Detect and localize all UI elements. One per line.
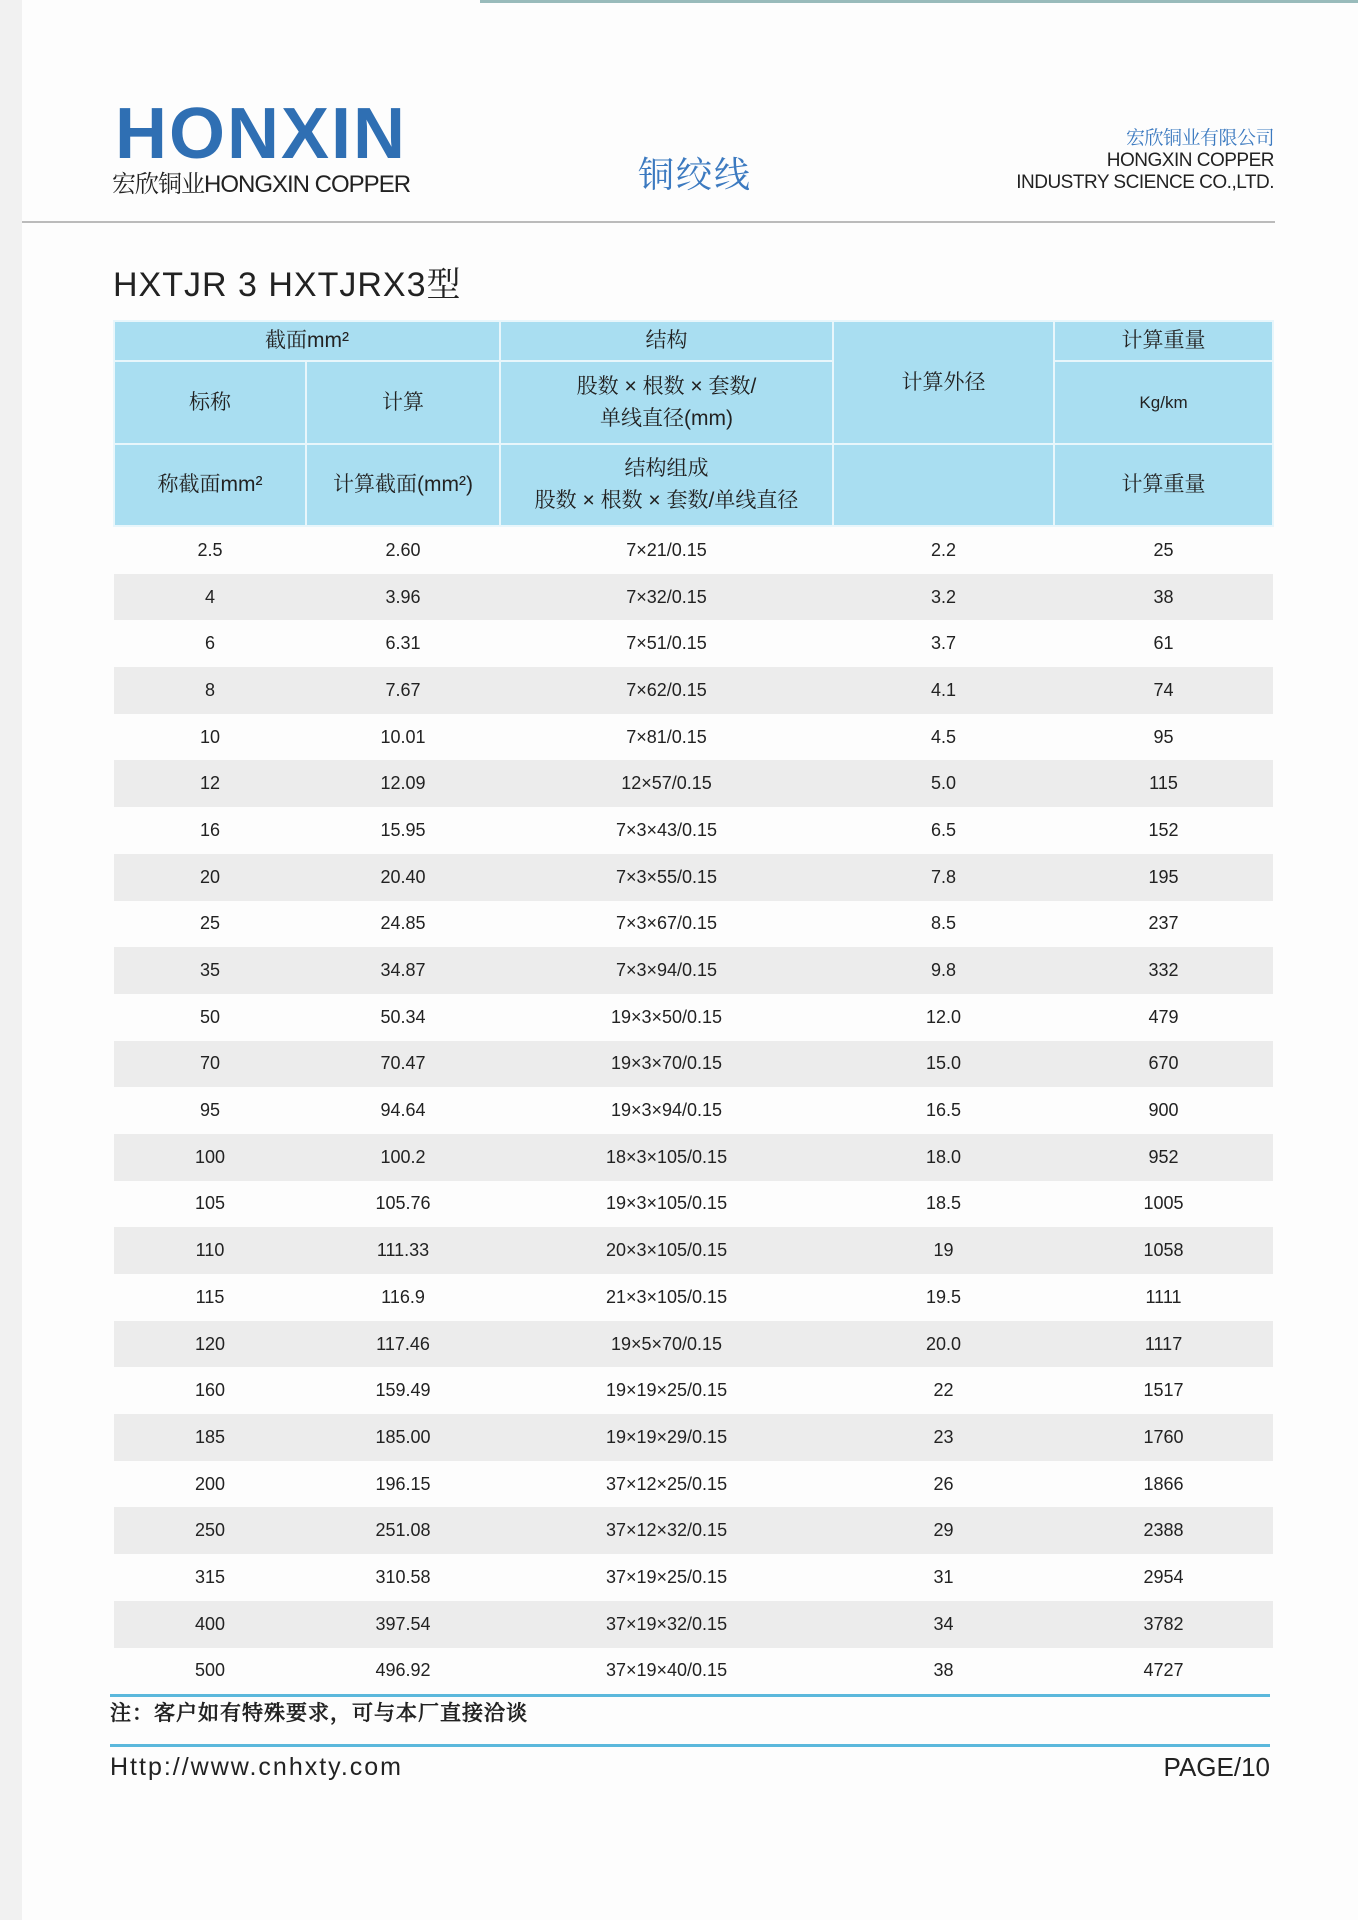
cell-weight: 1117: [1054, 1321, 1273, 1368]
document-title: 铜绞线: [638, 154, 753, 195]
cell-weight: 95: [1153, 726, 1174, 747]
company-name-en1: HONGXIN COPPER: [1106, 150, 1274, 171]
cell-diameter: 26: [933, 1473, 954, 1494]
cell-structure: 20×3×105/0.15: [500, 1227, 833, 1274]
table-row: [114, 1414, 1273, 1461]
header-unit: Kg/km: [1054, 361, 1273, 444]
table-row: [114, 1087, 1273, 1134]
table-body: [114, 526, 1273, 1694]
cell-weight: 25: [1153, 539, 1174, 560]
cell-diameter: 29: [833, 1507, 1054, 1554]
table-row: [114, 901, 1273, 948]
cell-nominal: 2.5: [197, 539, 223, 560]
cell-nominal: 12: [114, 760, 306, 807]
cell-weight: 152: [1148, 819, 1179, 840]
table-row: [114, 854, 1273, 901]
cell-calc-area: 24.85: [380, 913, 426, 934]
cell-nominal: 400: [114, 1601, 306, 1648]
cell-calc-area: 117.46: [306, 1321, 500, 1368]
cell-nominal: 6: [204, 633, 215, 654]
cell-structure: 21×3×105/0.15: [605, 1286, 728, 1307]
table-row: [114, 1041, 1273, 1088]
cell-nominal: 160: [194, 1380, 226, 1401]
cell-structure: 19×3×70/0.15: [500, 1041, 833, 1088]
footnote: 注：客户如有特殊要求，可与本厂直接洽谈: [110, 1702, 528, 1725]
cell-nominal: 8: [114, 667, 306, 714]
top-rule: [480, 0, 1358, 3]
cell-structure: 37×19×32/0.15: [500, 1601, 833, 1648]
cell-nominal: 250: [114, 1507, 306, 1554]
cell-structure: 7×81/0.15: [626, 726, 707, 747]
company-name: [1016, 128, 1274, 194]
header-calc-2: 计算截面(mm²): [306, 444, 500, 526]
company-logo: HONXIN: [115, 94, 408, 174]
cell-nominal: 200: [194, 1473, 226, 1494]
table-row: [114, 760, 1273, 807]
header-structure-desc: [500, 361, 833, 444]
cell-nominal: 185: [114, 1414, 306, 1461]
cell-structure: 19×19×29/0.15: [500, 1414, 833, 1461]
cell-diameter: 7.8: [833, 854, 1054, 901]
cell-structure: 18×3×105/0.15: [500, 1134, 833, 1181]
cell-calc-area: 70.47: [306, 1041, 500, 1088]
cell-nominal: 4: [114, 574, 306, 621]
cell-weight: 195: [1054, 854, 1273, 901]
cell-structure: 7×3×94/0.15: [500, 947, 833, 994]
cell-calc-area: 397.54: [306, 1601, 500, 1648]
cell-structure: 7×21/0.15: [626, 539, 707, 560]
cell-nominal: 10: [199, 726, 221, 747]
cell-structure: 7×32/0.15: [500, 574, 833, 621]
cell-diameter: 18.5: [925, 1193, 962, 1214]
cell-diameter: 19: [833, 1227, 1054, 1274]
cell-nominal: 120: [114, 1321, 306, 1368]
cell-calc-area: 15.95: [380, 819, 426, 840]
cell-calc-area: 6.31: [385, 633, 421, 654]
cell-calc-area: 251.08: [306, 1507, 500, 1554]
cell-nominal: 95: [199, 1100, 221, 1121]
table-row: [114, 1367, 1273, 1414]
cell-nominal: 500: [194, 1660, 226, 1681]
cell-diameter: 8.5: [931, 913, 957, 934]
cell-nominal: 20: [114, 854, 306, 901]
table-row: [114, 1274, 1273, 1321]
cell-calc-area: 94.64: [380, 1100, 426, 1121]
header-diameter-2: [833, 444, 1054, 526]
cell-nominal: 70: [114, 1041, 306, 1088]
header-calc: 计算: [306, 361, 500, 444]
cell-diameter: 12.0: [925, 1006, 962, 1027]
cell-nominal: 105: [194, 1193, 226, 1214]
logo-subtitle: 宏欣铜业HONGXIN COPPER: [112, 171, 411, 198]
cell-structure: 7×3×67/0.15: [615, 913, 718, 934]
cell-structure: 37×19×25/0.15: [605, 1566, 728, 1587]
cell-weight: 1760: [1054, 1414, 1273, 1461]
table-row: [114, 1601, 1273, 1648]
model-heading: HXTJR 3 HXTJRX3型: [113, 266, 462, 304]
cell-nominal: 35: [114, 947, 306, 994]
cell-weight: 4727: [1143, 1660, 1184, 1681]
cell-structure: 37×19×40/0.15: [605, 1660, 728, 1681]
cell-calc-area: 185.00: [306, 1414, 500, 1461]
cell-calc-area: 3.96: [306, 574, 500, 621]
table-row: [114, 807, 1273, 854]
cell-structure: 37×12×32/0.15: [500, 1507, 833, 1554]
cell-calc-area: 496.92: [375, 1660, 431, 1681]
cell-diameter: 23: [833, 1414, 1054, 1461]
cell-nominal: 25: [199, 913, 221, 934]
cell-calc-area: 20.40: [306, 854, 500, 901]
cell-nominal: 315: [194, 1566, 226, 1587]
header-section: 截面mm²: [114, 321, 500, 361]
cell-diameter: 19.5: [925, 1286, 962, 1307]
cell-weight: 479: [1148, 1006, 1179, 1027]
cell-diameter: 15.0: [833, 1041, 1054, 1088]
header-nominal: 标称: [114, 361, 306, 444]
scan-edge: [0, 0, 22, 1920]
cell-weight: 1866: [1143, 1473, 1184, 1494]
table-row: [114, 1181, 1273, 1228]
cell-diameter: 3.2: [833, 574, 1054, 621]
table-row: [114, 714, 1273, 761]
cell-structure: 7×51/0.15: [626, 633, 707, 654]
cell-weight: 237: [1148, 913, 1179, 934]
cell-weight: 2954: [1143, 1566, 1184, 1587]
cell-weight: 900: [1148, 1100, 1179, 1121]
header-nominal-2: 称截面mm²: [114, 444, 306, 526]
cell-diameter: 4.5: [931, 726, 957, 747]
table-row: [114, 1461, 1273, 1508]
page-number: PAGE/10: [1163, 1752, 1270, 1782]
table-row: [114, 574, 1273, 621]
cell-calc-area: 310.58: [375, 1566, 431, 1587]
cell-calc-area: 111.33: [306, 1227, 500, 1274]
cell-nominal: 100: [114, 1134, 306, 1181]
cell-structure: 7×62/0.15: [500, 667, 833, 714]
cell-calc-area: 159.49: [375, 1380, 431, 1401]
table-row: [114, 1507, 1273, 1554]
cell-diameter: 16.5: [925, 1100, 962, 1121]
cell-structure: 19×3×105/0.15: [605, 1193, 728, 1214]
cell-weight: 952: [1054, 1134, 1273, 1181]
structure-2-line2: 股数 × 根数 × 套数/单线直径: [534, 489, 799, 512]
company-name-en2: INDUSTRY SCIENCE CO.,LTD.: [1016, 172, 1274, 193]
cell-calc-area: 50.34: [380, 1006, 426, 1027]
header-structure: 结构: [500, 321, 833, 361]
cell-calc-area: 116.9: [381, 1286, 425, 1307]
table-row: [114, 1134, 1273, 1181]
cell-diameter: 18.0: [833, 1134, 1054, 1181]
company-name-cn: 宏欣铜业有限公司: [1125, 128, 1274, 149]
table-row: [114, 947, 1273, 994]
cell-structure: 19×3×50/0.15: [610, 1006, 723, 1027]
cell-diameter: 34: [833, 1601, 1054, 1648]
cell-weight: 670: [1054, 1041, 1273, 1088]
cell-diameter: 38: [933, 1660, 954, 1681]
cell-diameter: 3.7: [931, 633, 957, 654]
cell-weight: 1111: [1145, 1286, 1182, 1307]
cell-structure: 7×3×55/0.15: [500, 854, 833, 901]
cell-calc-area: 2.60: [385, 539, 421, 560]
table-row: [114, 667, 1273, 714]
cell-weight: 2388: [1054, 1507, 1273, 1554]
table-row: [114, 620, 1273, 667]
cell-calc-area: 100.2: [306, 1134, 500, 1181]
header-structure-2: [500, 444, 833, 526]
cell-nominal: 50: [199, 1006, 221, 1027]
cell-structure: 7×3×43/0.15: [615, 819, 718, 840]
cell-weight: 61: [1153, 633, 1174, 654]
structure-desc-line2: 单线直径(mm): [600, 406, 733, 430]
cell-diameter: 20.0: [833, 1321, 1054, 1368]
cell-diameter: 2.2: [931, 539, 957, 560]
table-row: [114, 994, 1273, 1041]
table-row: [114, 526, 1273, 574]
cell-calc-area: 196.15: [375, 1473, 431, 1494]
cell-diameter: 9.8: [833, 947, 1054, 994]
cell-weight: 3782: [1054, 1601, 1273, 1648]
cell-calc-area: 12.09: [306, 760, 500, 807]
cell-nominal: 115: [195, 1286, 225, 1307]
cell-structure: 19×3×94/0.15: [610, 1100, 723, 1121]
cell-structure: 37×12×25/0.15: [605, 1473, 728, 1494]
header-diameter: 计算外径: [833, 321, 1054, 444]
header-divider: [22, 221, 1275, 223]
cell-weight: 1517: [1143, 1380, 1184, 1401]
spec-table: [113, 320, 1274, 1694]
header-weight-2: 计算重量: [1054, 444, 1273, 526]
header-weight: 计算重量: [1054, 321, 1273, 361]
cell-nominal: 16: [199, 819, 221, 840]
table-row: [114, 1227, 1273, 1274]
footer-rule: [110, 1744, 1270, 1747]
cell-diameter: 31: [933, 1566, 954, 1587]
table-row: [114, 1554, 1273, 1601]
cell-nominal: 110: [114, 1227, 306, 1274]
cell-weight: 1058: [1054, 1227, 1273, 1274]
cell-weight: 1005: [1143, 1193, 1184, 1214]
website-link[interactable]: Http://www.cnhxty.com: [110, 1753, 403, 1781]
cell-structure: 19×19×25/0.15: [605, 1380, 728, 1401]
cell-diameter: 6.5: [931, 819, 957, 840]
cell-weight: 115: [1054, 760, 1273, 807]
table-row: [114, 1321, 1273, 1368]
structure-desc-line1: 股数 × 根数 × 套数/: [576, 374, 757, 398]
table-row: [114, 1648, 1273, 1695]
cell-diameter: 22: [933, 1380, 954, 1401]
cell-calc-area: 34.87: [306, 947, 500, 994]
cell-calc-area: 7.67: [306, 667, 500, 714]
structure-2-line1: 结构组成: [624, 457, 709, 480]
cell-calc-area: 105.76: [375, 1193, 431, 1214]
cell-structure: 19×5×70/0.15: [500, 1321, 833, 1368]
cell-weight: 38: [1054, 574, 1273, 621]
note-rule: [110, 1694, 1270, 1697]
cell-diameter: 4.1: [833, 667, 1054, 714]
cell-diameter: 5.0: [833, 760, 1054, 807]
cell-weight: 74: [1054, 667, 1273, 714]
cell-weight: 332: [1054, 947, 1273, 994]
cell-structure: 12×57/0.15: [500, 760, 833, 807]
cell-calc-area: 10.01: [380, 726, 426, 747]
